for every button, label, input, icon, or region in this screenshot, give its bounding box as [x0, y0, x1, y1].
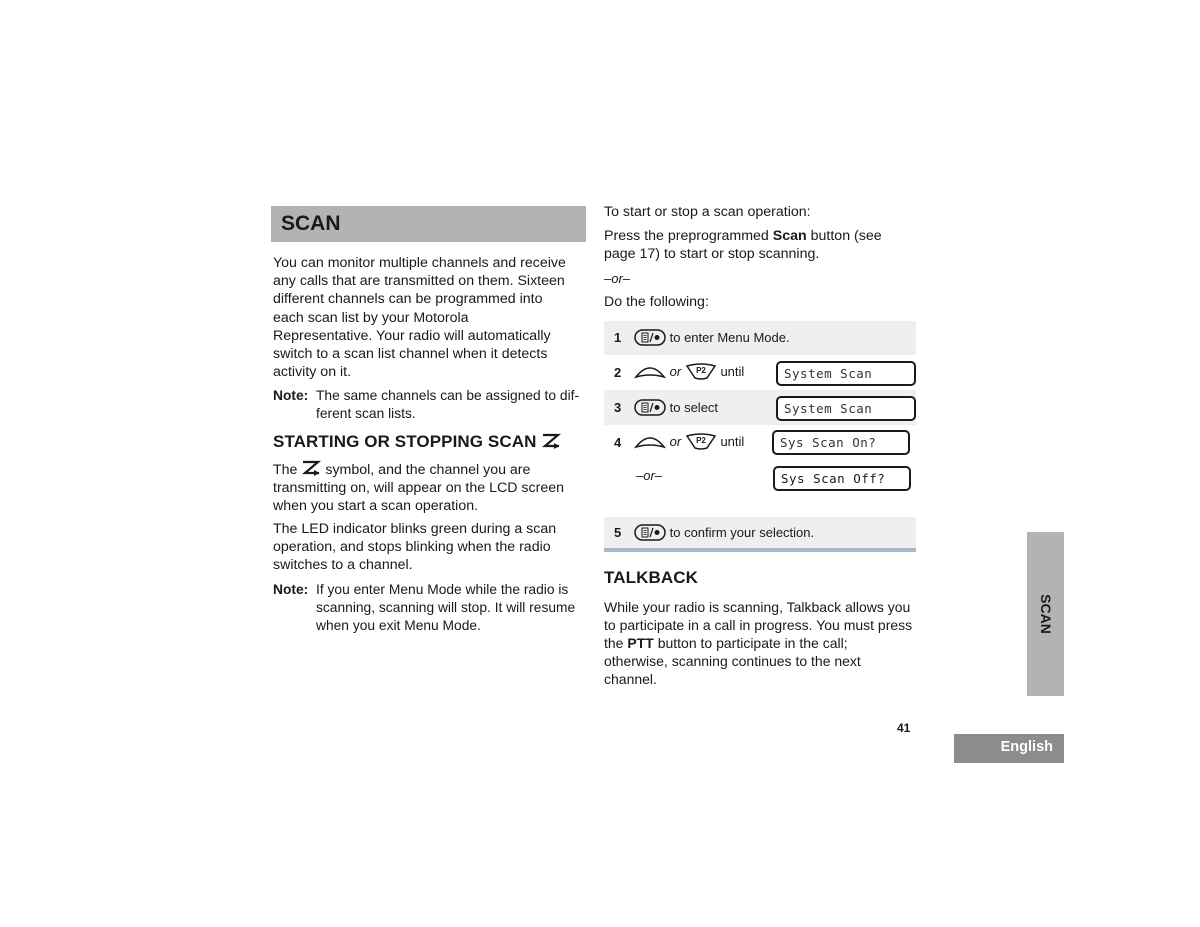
intro-paragraph	[273, 254, 593, 381]
lcd-display: Sys Scan On?	[772, 430, 910, 455]
step-number: 3	[614, 400, 622, 415]
scan-title-banner	[271, 206, 586, 242]
step-row-4	[604, 425, 916, 517]
p2-button-icon	[685, 363, 717, 380]
text-line: While your radio is scanning, Talkback allows you	[604, 599, 911, 615]
text-line: If you enter Menu Mode while the radio is	[316, 582, 569, 597]
text-line: scanning, scanning will stop. It will resume	[316, 600, 576, 615]
text-line: when you start a scan operation.	[273, 498, 479, 515]
text-fragment: symbol, and the channel you are	[325, 462, 531, 478]
text-line: activity on it.	[273, 364, 352, 381]
scan-z-icon	[541, 433, 561, 450]
step-text: to select	[669, 400, 719, 415]
lcd-display: System Scan	[776, 361, 916, 386]
step-text: to confirm your selection.	[669, 525, 815, 540]
up-arrow-key-icon	[634, 363, 666, 380]
steps-divider	[604, 548, 916, 552]
symbol-paragraph	[273, 460, 593, 516]
text-line: ferent scan lists.	[316, 406, 416, 421]
text-line: You can monitor multiple channels and receive	[273, 255, 566, 271]
or-separator: –or–	[636, 468, 663, 483]
until-text: until	[720, 434, 745, 449]
side-tab-label: SCAN	[1037, 594, 1054, 634]
page-title: SCAN	[281, 212, 341, 235]
press-scan-paragraph	[604, 227, 924, 263]
menu-select-key-icon	[634, 524, 666, 541]
section-heading-talkback: TALKBACK	[604, 568, 698, 587]
text-line: when you exit Menu Mode.	[316, 618, 481, 633]
text-fragment: Press the preprogrammed	[604, 228, 769, 244]
ptt-button-name: PTT	[627, 635, 654, 651]
scan-button-name: Scan	[772, 228, 807, 244]
step-row-5	[604, 517, 916, 548]
svg-text:P2: P2	[695, 366, 706, 375]
text-line: switch to a scan list channel when it detects	[273, 346, 548, 363]
text-line: The LED indicator blinks green during a scan	[273, 521, 557, 537]
step-number: 2	[614, 365, 622, 380]
note-label: Note:	[273, 582, 309, 597]
text-line: transmitting on, will appear on the LCD screen	[273, 480, 564, 497]
text-line: Representative. Your radio will automatically	[273, 327, 551, 344]
lcd-display-alt: Sys Scan Off?	[773, 466, 911, 491]
svg-text:P2: P2	[695, 436, 706, 445]
step-number: 1	[614, 330, 622, 345]
or-text: or	[669, 434, 682, 449]
step-number: 4	[614, 435, 622, 450]
language-tab	[954, 734, 1064, 763]
menu-select-key-icon	[634, 399, 666, 416]
text-line: The same channels can be assigned to dif-	[316, 388, 580, 403]
led-paragraph	[273, 520, 593, 575]
text-line: different channels can be programmed into	[273, 291, 543, 308]
up-arrow-key-icon	[634, 433, 666, 450]
side-tab-scan	[1027, 532, 1064, 696]
text-line: page 17) to start or stop scanning.	[604, 246, 820, 263]
text-fragment: the	[604, 635, 624, 651]
step-row-1	[604, 321, 916, 355]
text-line: channel.	[604, 671, 657, 687]
page-number: 41	[897, 721, 911, 735]
right-intro: To start or stop a scan operation:	[604, 204, 811, 220]
step-number: 5	[614, 525, 622, 540]
note-menu-mode	[273, 581, 593, 637]
section-heading-text: STARTING OR STOPPING SCAN	[273, 432, 537, 451]
language-label: English	[1000, 739, 1053, 755]
text-line: to participate in a call in progress. You must press	[604, 617, 913, 633]
or-text: or	[669, 364, 682, 379]
text-fragment: button (see	[810, 228, 882, 244]
menu-select-key-icon	[634, 329, 666, 346]
step-text: to enter Menu Mode.	[669, 330, 790, 345]
text-fragment: The	[273, 462, 298, 478]
talkback-paragraph	[604, 598, 924, 688]
or-separator: –or–	[604, 271, 631, 286]
text-fragment: button to participate in the call;	[657, 635, 848, 651]
text-line: any calls that are transmitted on them. Sixteen	[273, 273, 565, 290]
section-heading-starting-stopping	[273, 432, 561, 452]
note-same-channels	[273, 387, 593, 427]
step-row-3	[604, 390, 916, 425]
text-line: operation, and stops blinking when the radio	[273, 539, 551, 556]
do-following: Do the following:	[604, 294, 709, 310]
until-text: until	[720, 364, 745, 379]
text-line: otherwise, scanning continues to the next	[604, 653, 861, 669]
p2-button-icon	[685, 433, 717, 450]
note-label: Note:	[273, 388, 309, 403]
step-row-2	[604, 355, 916, 390]
text-line: each scan list by your Motorola	[273, 309, 469, 326]
scan-z-icon	[301, 460, 321, 477]
text-line: switches to a channel.	[273, 557, 413, 574]
lcd-display: System Scan	[776, 396, 916, 421]
